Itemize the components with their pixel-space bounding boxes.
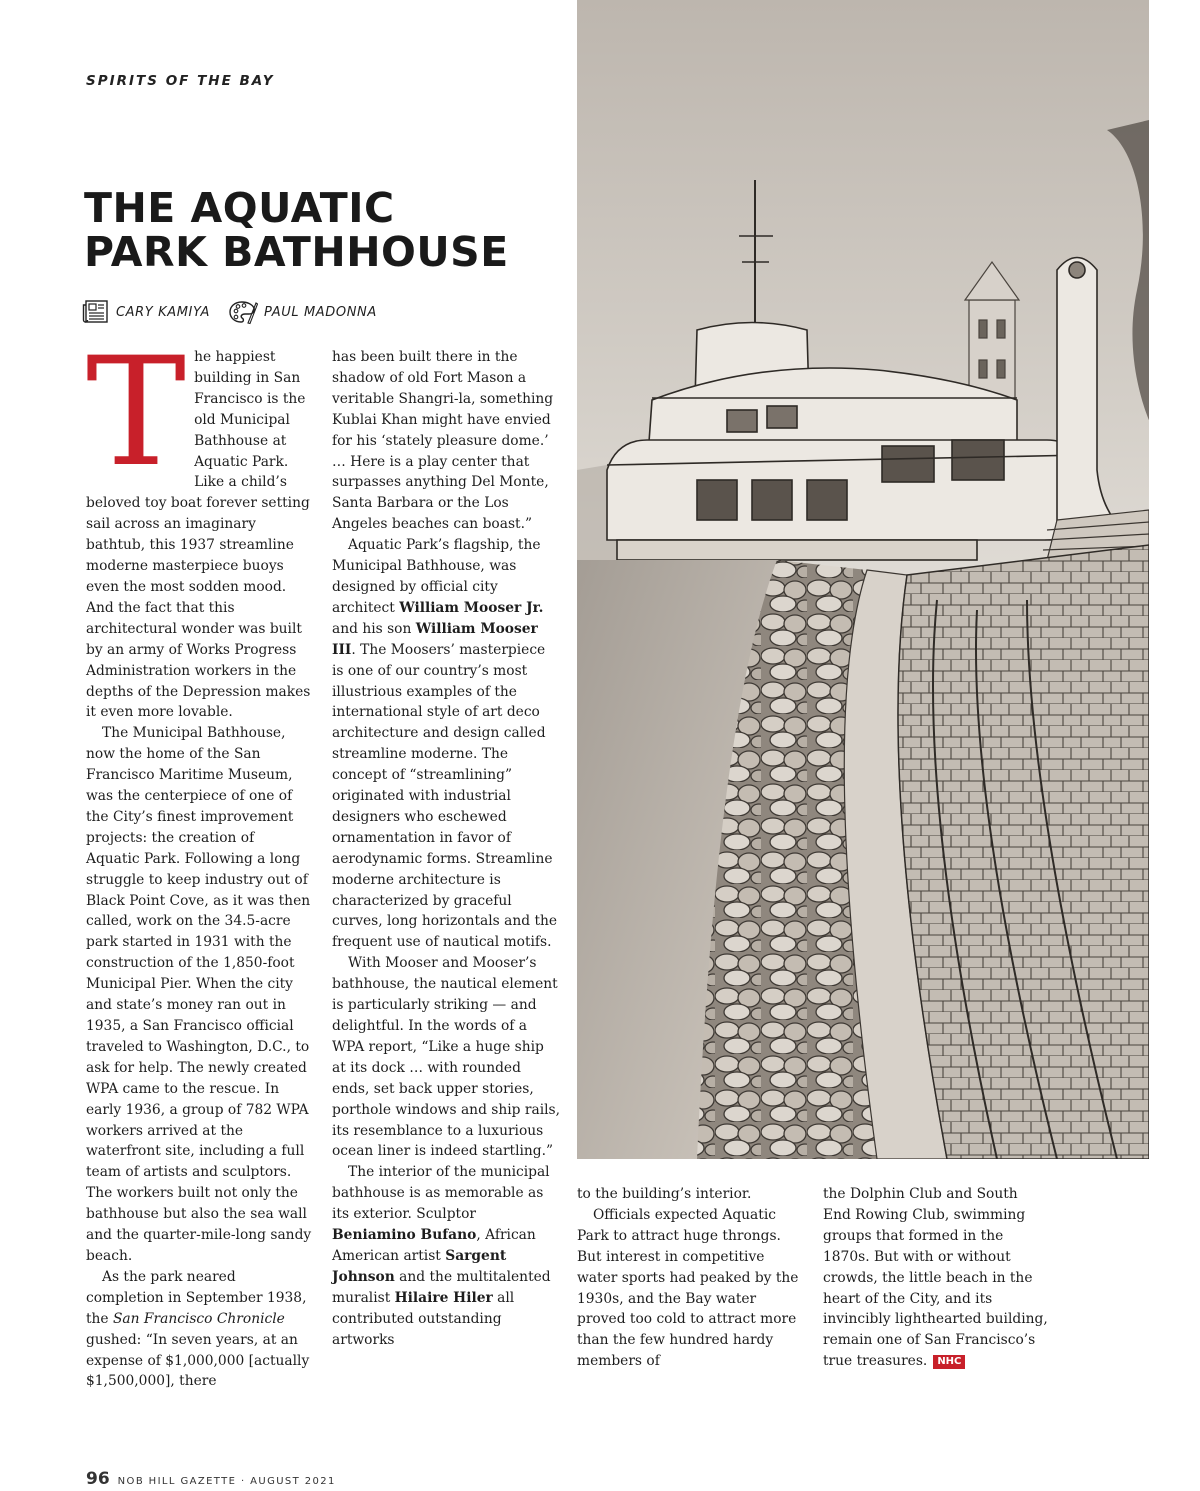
article-paragraph: With Mooser and Mooser’s bathhouse, the nautical element is particularly striking — and delightful. In the words of a WPA report, “Like a huge ship at its dock … with rounded ends, set back upper stories, porthole windows and ship rails, its resemblance to a luxurious ocean liner is indeed startling.” [332, 955, 560, 1160]
person-name: Sargent Johnson [332, 1247, 507, 1285]
article-paragraph: The interior of the municipal bathhouse is as memorable as its exterior. Sculptor Beniamino Bufano, African American artist Sargent Johnson and the multitalented muralist Hilaire Hiler all contributed outstanding artworks [332, 1164, 551, 1348]
page-footer [86, 1469, 336, 1489]
drop-cap: T [86, 326, 187, 500]
article-paragraph: the Dolphin Club and South End Rowing Club, swimming groups that formed in the 1870s. But with or without crowds, the little beach in the heart of the City, and its invincibly lighthearted building, remain one of San Francisco’s true treasures. NHC [823, 1186, 1048, 1370]
headline [84, 186, 509, 274]
article-paragraph: The Municipal Bathhouse, now the home of the San Francisco Maritime Museum, was the centerpiece of one of the City’s finest improvement projects: the creation of Aquatic Park. Following a long struggle to keep industry out of Black Point Cove, as it was then called, work on the 34.5-acre park started in 1931 with the construction of the 1,850-foot Municipal Pier. When the city and state’s money ran out in 1935, a San Francisco official traveled to Washington, D.C., to ask for help. The newly created WPA came to the rescue. In early 1936, a group of 782 WPA workers arrived at the waterfront site, including a full team of artists and sculptors. The workers built not only the bathhouse but also the sea wall and the quarter-mile-long sandy beach. [86, 725, 312, 1264]
page-number: 96 [86, 1469, 110, 1489]
byline [82, 297, 389, 327]
article-column-2 [332, 347, 560, 1351]
person-name: William Mooser III [332, 620, 538, 658]
article-paragraph: Officials expected Aquatic Park to attract huge throngs. But interest in competitive water sports had peaked by the 1930s, and the Bay water proved too cold to attract more than the few hundred hardy members of [577, 1206, 799, 1370]
article-paragraph: has been built there in the shadow of old Fort Mason a veritable Shangri-la, something Kublai Khan might have envied for his ‘stately pleasure dome.’ … Here is a play center that surpasses anything Del Monte, Santa Barbara or the Los Angeles beaches can boast.” [332, 349, 554, 533]
article-paragraph: As the park neared completion in September 1938, the San Francisco Chronicle gushed: “In seven years, at an expense of $1,000,000 [actually $1,500,000], there [86, 1268, 310, 1390]
end-mark: NHC [933, 1355, 965, 1369]
article-column-4 [823, 1184, 1048, 1372]
article-column-3 [577, 1184, 799, 1372]
artist-name: PAUL MADONNA [263, 304, 377, 320]
headline-line-2: PARK BATHHOUSE [84, 228, 509, 276]
person-name: William Mooser Jr. [399, 599, 544, 616]
article-column-1 [86, 326, 312, 1392]
person-name: Hilaire Hiler [394, 1289, 493, 1306]
newspaper-icon [82, 299, 110, 325]
publication-line: NOB HILL GAZETTE · AUGUST 2021 [117, 1476, 336, 1487]
article-paragraph: to the building’s interior. [577, 1186, 752, 1202]
headline-line-1: THE AQUATIC [84, 184, 395, 232]
writer-name: CARY KAMIYA [116, 304, 210, 320]
bathhouse-illustration [577, 0, 1149, 1159]
article-paragraph: Aquatic Park’s flagship, the Municipal Bathhouse, was designed by official city architect William Mooser Jr. and his son William Mooser III. The Moosers’ masterpiece is one of our country’s most illustrious examples of the international style of art deco architecture and design called streamline moderne. The concept of “streamlining” originated with industrial designers who eschewed ornamentation in favor of aerodynamic forms. Streamline moderne architecture is characterized by graceful curves, long horizontals and the frequent use of nautical motifs. [332, 537, 558, 951]
section-label: SPIRITS OF THE BAY [86, 73, 275, 89]
article-paragraph: The happiest building in San Francisco is the old Municipal Bathhouse at Aquatic Park. Like a child’s beloved toy boat forever setting sail across an imaginary bathtub, this 1937 streamline moderne masterpiece buoys even the most sodden mood. And the fact that this architectural wonder was built by an army of Works Progress Administration workers in the depths of the Depression makes it even more lovable. [86, 347, 312, 723]
person-name: Beniamino Bufano [332, 1227, 477, 1244]
palette-icon [228, 299, 258, 325]
publication-name: San Francisco Chronicle [112, 1310, 285, 1327]
